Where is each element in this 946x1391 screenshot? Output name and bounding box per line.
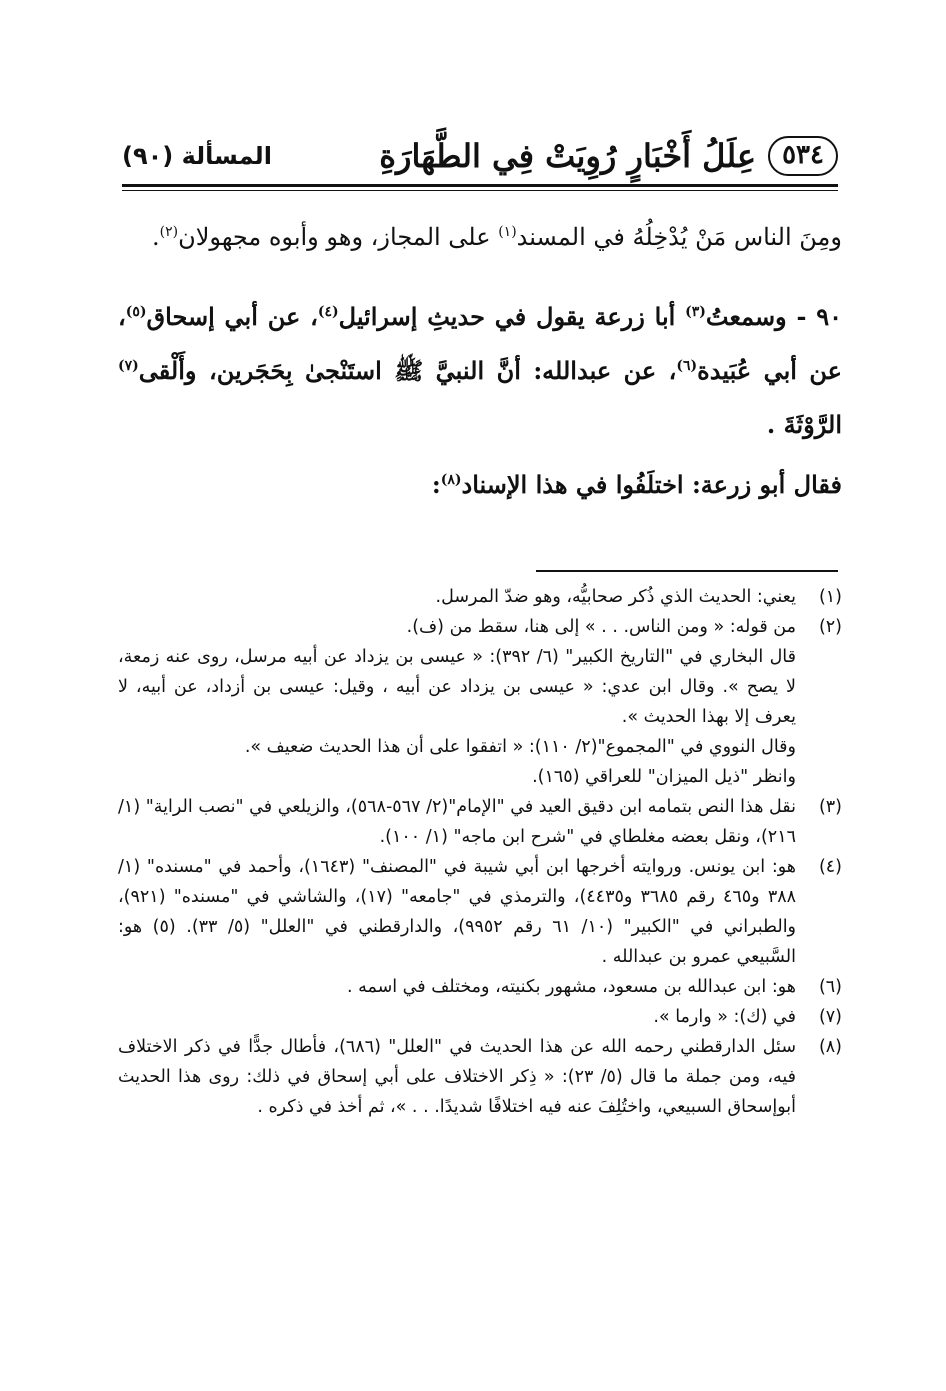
footnote-line: هو: ابن يونس. وروايته أخرجها ابن أبي شيبة في "المصنف" (١٦٤٣)، وأحمد في "مسنده" (١/ ٣٨٨ و٤٦٥ رقم ٣٦٨٥ و٤٤٣٥)، والترمذي في "جامعه" (١٧)، والشاشي في "مسنده" (٩٢١)، والطبراني في "الكبير" (١٠/ ٦١ رقم ٩٩٥٢)، والدارقطني في "العلل" (٥/ ٣٣). (٥) هو: السَّبيعي عمرو بن عبدالله .: [118, 857, 797, 967]
footnote-body: [118, 972, 796, 1002]
footnote-number: (٦): [818, 977, 842, 997]
text-run: الرَّوْثَةَ .: [766, 410, 842, 439]
footnote-line: سئل الدارقطني رحمه الله عن هذا الحديث في "العلل" (٦٨٦)، فأطال جدًّا في ذكر الاختلاف فيه، ومن جملة ما قال (٥/ ٢٣): « ذِكر الاختلاف على أبي إسحاق في ذلك: روى هذا الحديث أبوإسحاق السبيعي، واختُلِفَ عنه فيه اختلافًا شديدًا. . . »، ثم أخذ في ذكره .: [118, 1037, 796, 1117]
footnote-ref: (٣): [685, 304, 706, 320]
paragraph-intro: [118, 210, 842, 264]
footnote-item: [118, 1002, 842, 1032]
footnote-body: [118, 1002, 796, 1032]
text-run: ، عن عبدالله: أنَّ النبيَّ ﷺ استَنْجىٰ بِحَجَرين، وأَلْقى: [138, 356, 677, 385]
text-run: :: [431, 470, 441, 499]
footnote-ref: (٢): [159, 224, 179, 240]
text-run: ، عن أبي إسحاق: [146, 302, 318, 331]
footnote-number: (١): [818, 587, 842, 607]
footnote-line: وقال النووي في "المجموع"(٢/ ١١٠): « اتفقوا على أن هذا الحديث ضعيف ».: [244, 737, 796, 757]
footnote-body: [118, 1032, 796, 1122]
footnote-separator: [536, 570, 838, 572]
footnote-item: [118, 612, 842, 792]
text-run: أبا زرعة يقول في حديثِ إسرائيل: [338, 302, 686, 331]
footnote-number: (٨): [818, 1037, 842, 1057]
text-run: .: [152, 223, 160, 251]
footnote-number: (٤): [818, 857, 842, 877]
header-rule: [122, 184, 838, 191]
footnote-body: [118, 792, 796, 852]
footnote-ref: (٤): [317, 304, 339, 320]
footnote-body: [118, 612, 796, 792]
footnote-line: نقل هذا النص بتمامه ابن دقيق العيد في "الإمام"(٢/ ٥٦٧-٥٦٨)، والزيلعي في "نصب الراية" (١/ ٢١٦)، ونقل بعضه مغلطاي في "شرح ابن ماجه" (١/ ١٠٠).: [118, 797, 797, 847]
footnote-line: قال البخاري في "التاريخ الكبير" (٦/ ٣٩٢): « عيسى بن يزداد عن أبيه مرسل، روى عنه زمعة، لا يصح ». وقال ابن عدي: « عيسى بن يزداد عن أبيه ، وقيل: عيسى بن أزداد، عن أبيه، لا يعرف إلا بهذا الحديث ».: [118, 647, 796, 727]
footnote-body: [118, 852, 796, 972]
footnote-ref: (٥): [125, 304, 147, 320]
footnote-number: (٢): [818, 617, 842, 637]
footnote-line: هو: ابن عبدالله بن مسعود، مشهور بكنيته، ومختلف في اسمه .: [346, 977, 796, 997]
footnote-number: (٧): [818, 1007, 842, 1027]
footnotes: [118, 582, 842, 1122]
text-run: على المجاز، وهو وأبوه مجهولان: [178, 223, 499, 251]
footnote-item: [118, 1032, 842, 1122]
footnote-ref: (١): [498, 224, 517, 240]
footnote-item: [118, 582, 842, 612]
page-number: ٥٣٤: [768, 136, 838, 175]
paragraph-abu-zura: [118, 458, 842, 512]
main-text: [118, 210, 842, 512]
footnote-body: [118, 582, 796, 612]
footnote-line: من قوله: « ومن الناس. . . » إلى هنا، سقط من (ف).: [406, 617, 796, 637]
footnote-ref: (٨): [440, 472, 462, 488]
book-title: عِلَلُ أَخْبَارٍ رُوِيَتْ فِي الطَّهَارَةِ: [379, 137, 757, 175]
text-run: ، عن أبي عُبَيدة: [118, 302, 842, 385]
text-run: ومِنَ الناس مَنْ يُدْخِلُهُ في المسند: [516, 223, 842, 251]
header-right: [379, 136, 838, 175]
text-run: فقال أبو زرعة: اختلَفُوا في هذا الإسناد: [461, 470, 842, 499]
footnote-number: (٣): [818, 797, 842, 817]
footnote-line: في (ك): « وارما ».: [653, 1007, 796, 1027]
paragraph-hadith: [118, 290, 842, 452]
footnote-line: وانظر "ذيل الميزان" للعراقي (١٦٥).: [532, 767, 796, 787]
text-run: ٩٠ - وسمعتُ: [705, 302, 843, 331]
footnote-ref: (٧): [118, 358, 139, 374]
issue-label: المسألة (٩٠): [122, 142, 272, 170]
footnote-item: [118, 852, 842, 972]
footnote-item: [118, 792, 842, 852]
footnote-item: [118, 972, 842, 1002]
footnote-line: يعني: الحديث الذي ذُكر صحابيُّه، وهو ضدّ المرسل.: [435, 587, 796, 607]
footnote-ref: (٦): [676, 358, 698, 374]
page-header: [122, 128, 838, 184]
